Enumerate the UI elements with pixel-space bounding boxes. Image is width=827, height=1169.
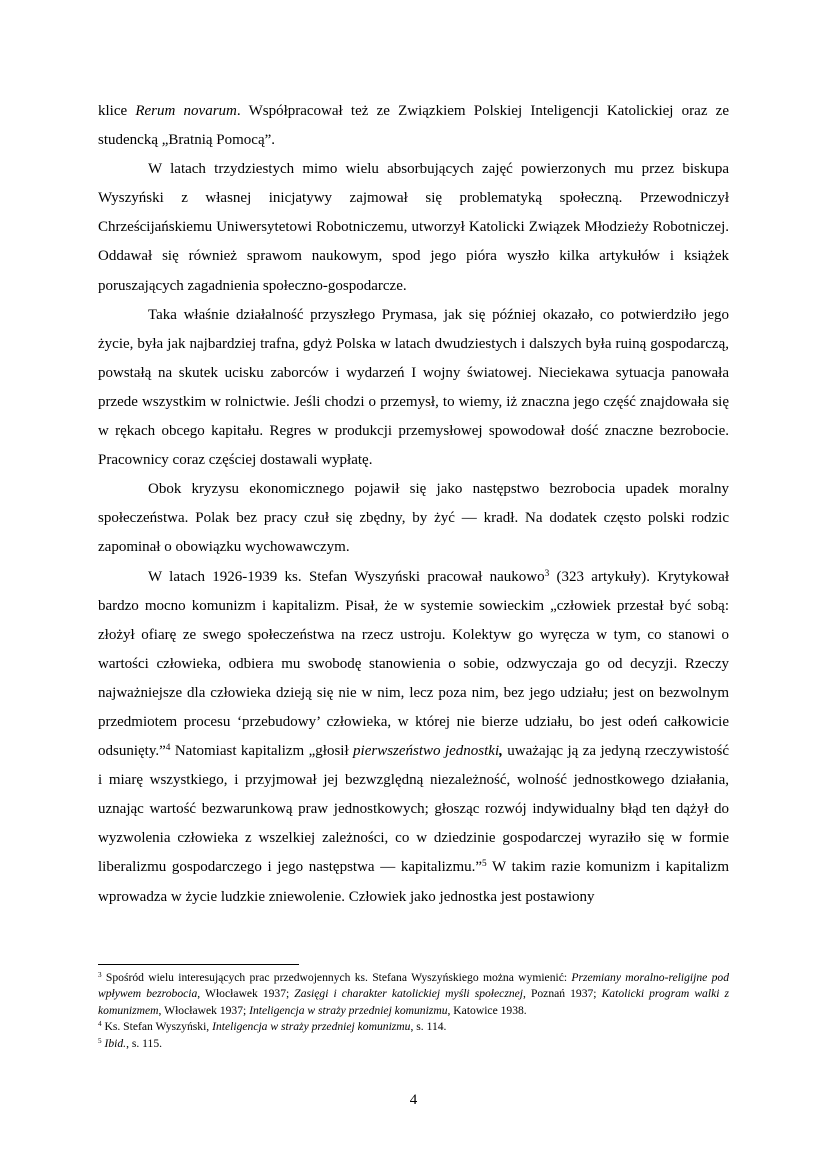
text-run: (323 artykuły). Krytykował bardzo mocno komunizm i kapitalizm. Pisał, że w systemie sowieckim „człowiek przestał być sobą: złożył ofiarę ze swego społeczeństwa na rzecz ustroju. Kolektyw go wyręcza w tym, co stanowi o wartości człowieka, odbiera mu swobodę stanowienia o sobie, odzwyczaja go od decyzji. Rzeczy najważniejsze dla człowieka dzieją się nie w nim, lecz poza nim, bez jego udziału; jest on bezwolnym przedmiotem procesu ‘przebudowy’ człowieka, w której nie bierze udziału, bo jest odeń całkowicie odsunięty.” xyxy=(98,568,729,760)
text-run: W latach trzydziestych mimo wielu absorbujących zajęć powierzonych mu przez biskupa Wyszyński z własnej inicjatywy zajmował się problematyką społeczną. Przewodniczył Chrześcijańskiemu Uniwersytetowi Robotniczemu, utworzył Katolicki Związek Młodzieży Robotniczej. Oddawał się również sprawom naukowym, spod jego pióra wyszło kilka artykułów i książek poruszających zagadnienia społeczno-gospodarcze. xyxy=(98,161,729,294)
text-run: uważając ją za jedyną rzeczywistość i miarę wszystkiego, i przyjmował jej bezwzględną niezależność, wolność jednostkowego działania, uznając wartość bezwarunkową praw jednostkowych; głosząc rozwój indywidualny błąd ten dążył do wyzwolenia człowieka z wszelkiej zależności, co w dziedzinie gospodarczej wyraziło się w formie liberalizmu gospodarczego i jego następstwa — kapitalizmu.” xyxy=(98,743,729,876)
footnotes xyxy=(98,970,729,1052)
italic-text: Ibid. xyxy=(104,1036,127,1050)
text-run: , Włocławek 1937; xyxy=(197,987,295,1001)
paragraph xyxy=(98,155,729,300)
italic-text: Katolicki program walki z komunizmem xyxy=(98,987,729,1017)
footnote-reference: 4 xyxy=(98,1020,102,1029)
italic-text: Przemiany moralno-religijne pod wpływem bezrobocia xyxy=(98,971,729,1001)
text-run: Natomiast kapitalizm „głosił xyxy=(170,743,354,760)
paragraph xyxy=(98,301,729,476)
footnote-reference: 5 xyxy=(482,859,487,870)
italic-text: Inteligencja w straży przedniej komunizmu xyxy=(249,1003,448,1017)
body-text xyxy=(98,97,729,912)
footnote xyxy=(98,1036,729,1052)
italic-text: , xyxy=(499,743,503,760)
footnote-reference: 3 xyxy=(98,971,102,980)
text-run: , Katowice 1938. xyxy=(447,1003,527,1017)
text-run: klice xyxy=(98,103,136,119)
footnote-reference: 3 xyxy=(544,568,550,579)
text-run: , Poznań 1937; xyxy=(523,987,602,1001)
footnote-reference: 4 xyxy=(165,742,171,753)
paragraph xyxy=(98,475,729,562)
text-run: . Współpracował też ze Związkiem Polskiej Inteligencji Katolickiej oraz ze studencką „Bratnią Pomocą”. xyxy=(98,103,729,149)
page-number: 4 xyxy=(409,1092,418,1108)
text-run: Spośród wielu interesujących prac przedwojennych ks. Stefana Wyszyńskiego można wymienić: xyxy=(101,971,572,984)
text-run: W takim razie komunizm i kapitalizm wprowadza w życie ludzkie zniewolenie. Człowiek jako jednostka jest postawiony xyxy=(98,859,729,905)
text-run: , s. 114. xyxy=(410,1020,447,1034)
italic-text: Rerum novarum xyxy=(135,103,237,119)
paragraph xyxy=(98,97,729,155)
text-run: Obok kryzysu ekonomicznego pojawił się jako następstwo bezrobocia upadek moralny społeczeństwa. Polak bez pracy czuł się zbędny, by żyć — kradł. Na dodatek często polski rodzic zapominał o obowiązku wychowawczym. xyxy=(98,481,729,556)
text-run: , Włocławek 1937; xyxy=(158,1003,250,1017)
footnote xyxy=(98,970,729,1019)
text-run: W latach 1926-1939 ks. Stefan Wyszyński pracował naukowo xyxy=(148,568,545,585)
italic-text: Inteligencja w straży przedniej komunizmu xyxy=(212,1020,411,1034)
footnote-separator xyxy=(98,964,299,965)
text-run: , s. 115. xyxy=(126,1036,163,1050)
text-run: Ks. Stefan Wyszyński, xyxy=(101,1020,213,1034)
text-run: Taka właśnie działalność przyszłego Prymasa, jak się później okazało, co potwierdziło jego życie, była jak najbardziej trafna, gdyż Polska w latach dwudziestych i dalszych była ruiną gospodarczą, powstałą na skutek ucisku zaborców i wydarzeń I wojny światowej. Nieciekawa sytuacja panowała przede wszystkim w rolnictwie. Jeśli chodzi o przemysł, to wiemy, iż znaczna jego część znajdowała się w rękach obcego kapitału. Regres w produkcji przemysłowej spowodował dość znaczne bezrobocie. Pracownicy coraz częściej dostawali wypłatę. xyxy=(98,306,729,469)
italic-text: Zasięgi i charakter katolickiej myśli społecznej xyxy=(294,987,523,1001)
paragraph xyxy=(98,563,729,912)
footnote-reference: 5 xyxy=(98,1036,102,1045)
italic-text: pierwszeństwo jednostki xyxy=(353,743,500,760)
footnote xyxy=(98,1019,729,1035)
